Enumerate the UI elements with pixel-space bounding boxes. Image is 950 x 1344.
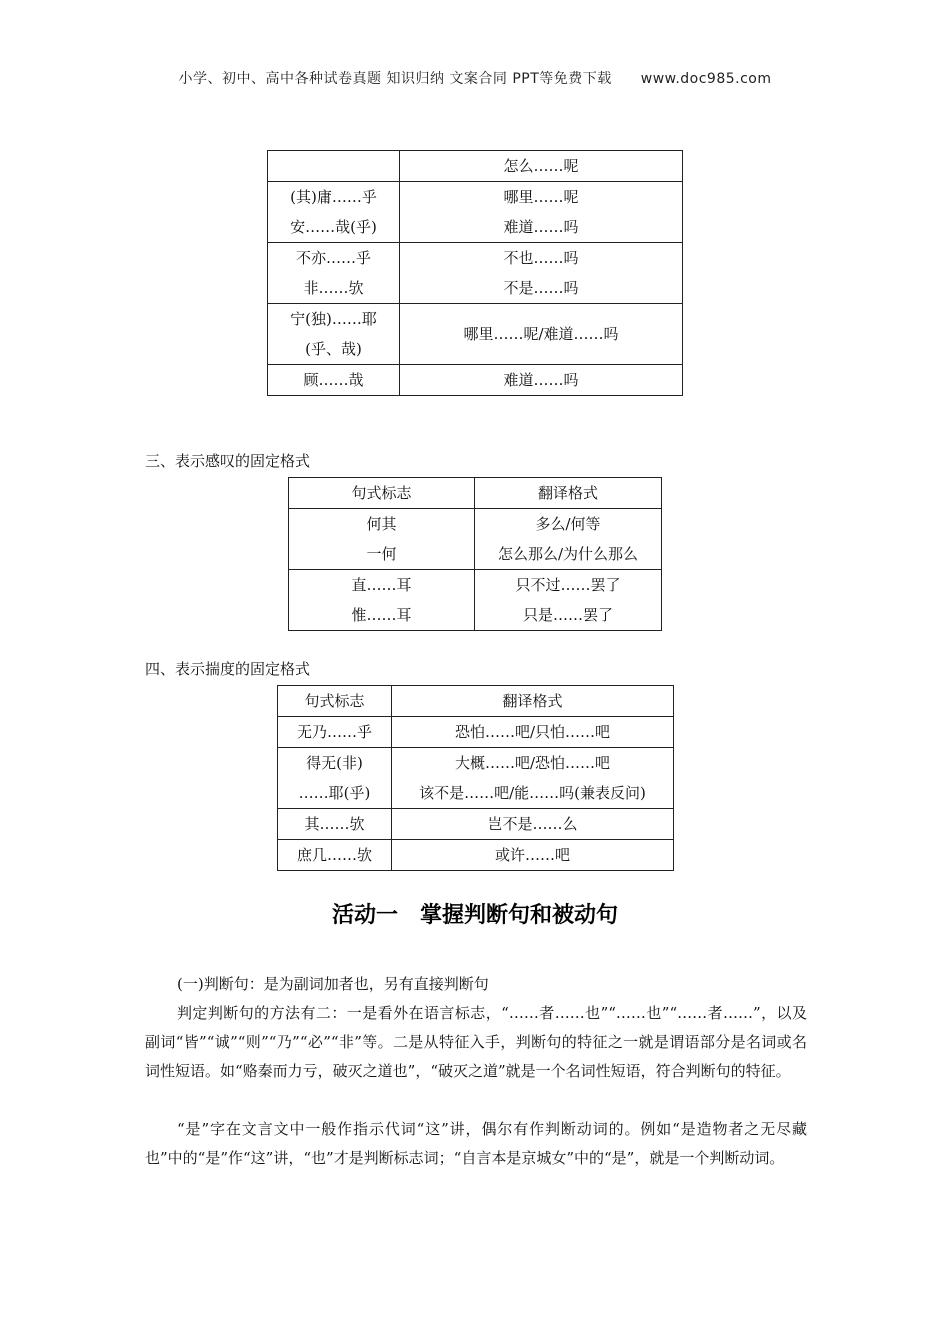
cell-line: 恐怕……吧/只怕……吧 xyxy=(454,723,611,741)
cell-line: 直……耳 xyxy=(351,576,412,594)
cell-line: 怎么那么/为什么那么 xyxy=(497,545,639,563)
cell-line: 哪里……呢/难道……吗 xyxy=(463,325,619,343)
cell-line: 或许……吧 xyxy=(494,846,570,864)
table-cell-left xyxy=(278,809,392,840)
table-cell-left xyxy=(268,365,400,396)
subheading-judgment-sentence: (一)判断句：是为副词加者也，另有直接判断句 xyxy=(177,975,489,993)
page-header xyxy=(0,68,950,88)
table-row xyxy=(278,809,674,840)
table-cell-left xyxy=(278,717,392,748)
cell-line: 其……欤 xyxy=(304,815,365,833)
header-left: 句式标志 xyxy=(289,478,475,509)
table-cell-left xyxy=(289,509,475,570)
table-cell-left xyxy=(268,151,400,182)
table-cell-right xyxy=(392,748,674,809)
cell-line: 得无(非) xyxy=(306,754,363,772)
cell-line: 哪里……呢 xyxy=(503,188,579,206)
table-header-row xyxy=(278,686,674,717)
table-cell-left xyxy=(278,748,392,809)
cell-line: 惟……耳 xyxy=(351,606,412,624)
cell-line: 怎么……呢 xyxy=(503,157,579,175)
cell-line: 该不是……吧/能……吗(兼表反问) xyxy=(419,784,646,802)
cell-line: 宁(独)……耶 xyxy=(290,310,377,328)
cell-line: (乎、哉) xyxy=(305,340,362,358)
table-row xyxy=(289,570,662,631)
table-cell-right xyxy=(392,717,674,748)
cell-line: 一何 xyxy=(366,545,397,563)
table-cell-right xyxy=(400,365,683,396)
table-cell-right xyxy=(400,151,683,182)
cell-line: 庶几……欤 xyxy=(296,846,372,864)
table-cell-right xyxy=(392,809,674,840)
section-exclamation-heading: 三、表示感叹的固定格式 xyxy=(145,452,311,470)
exclamation-format-table xyxy=(288,477,662,631)
cell-line: 难道……吗 xyxy=(503,218,579,236)
table-row xyxy=(268,243,683,304)
table-cell-right xyxy=(400,304,683,365)
table-cell-right xyxy=(400,243,683,304)
cell-line: 多么/何等 xyxy=(535,515,601,533)
table-row xyxy=(278,748,674,809)
cell-line: 顾……哉 xyxy=(303,371,364,389)
table-cell-left xyxy=(289,570,475,631)
cell-line: 岂不是……么 xyxy=(487,815,578,833)
cell-line: 大概……吧/恐怕……吧 xyxy=(454,754,611,772)
cell-line: ……耶(乎) xyxy=(298,784,371,802)
conjecture-format-table xyxy=(277,685,674,871)
cell-line: 非……欤 xyxy=(303,279,364,297)
header-right: 翻译格式 xyxy=(475,478,662,509)
cell-line: 只不过……罢了 xyxy=(515,576,621,594)
table-cell-right xyxy=(475,509,662,570)
paragraph-judgment-method: 判定判断句的方法有二：一是看外在语言标志，“……者……也”“……也”“……者……”，以及副词“皆”“诚”“则”“乃”“必”“非”等。二是从特征入手，判断句的特征之一就是谓语部分是名词或名词性短语。如“赂秦而力亏，破灭之道也”，“破灭之道”就是一个名词性短语，符合判断句的特征。 xyxy=(145,1004,807,1080)
table-cell-right xyxy=(392,840,674,871)
table-row xyxy=(278,717,674,748)
header-left: 句式标志 xyxy=(278,686,392,717)
paragraph-shi-usage: “是”字在文言文中一般作指示代词“这”讲，偶尔有作判断动词的。例如“是造物者之无尽藏也”中的“是”作“这”讲，“也”才是判断标志词；“自言本是京城女”中的“是”，就是一个判断动词。 xyxy=(145,1120,807,1167)
table-row xyxy=(268,182,683,243)
cell-line: (其)庸……乎 xyxy=(290,188,377,206)
header-text: 小学、初中、高中各种试卷真题 知识归纳 文案合同 PPT等免费下载 xyxy=(178,71,612,87)
cell-line: 不也……吗 xyxy=(503,249,579,267)
cell-line: 何其 xyxy=(366,515,397,533)
cell-line: 不亦……乎 xyxy=(295,249,371,267)
table-cell-left xyxy=(268,243,400,304)
table-cell-left xyxy=(268,182,400,243)
table-header-row xyxy=(289,478,662,509)
cell-line: 只是……罢了 xyxy=(522,606,613,624)
table-row xyxy=(268,365,683,396)
header-right: 翻译格式 xyxy=(392,686,674,717)
table-cell-left xyxy=(278,840,392,871)
table-cell-right xyxy=(475,570,662,631)
cell-line: 难道……吗 xyxy=(503,371,579,389)
section-conjecture-heading: 四、表示揣度的固定格式 xyxy=(145,660,311,678)
table-row xyxy=(268,151,683,182)
cell-line: 不是……吗 xyxy=(503,279,579,297)
header-url: www.doc985.com xyxy=(640,71,772,87)
table-row xyxy=(268,304,683,365)
table-row xyxy=(278,840,674,871)
cell-line: 无乃……乎 xyxy=(296,723,372,741)
table-cell-right xyxy=(400,182,683,243)
table-cell-left xyxy=(268,304,400,365)
activity-title: 活动一 掌握判断句和被动句 xyxy=(331,903,618,928)
table-row xyxy=(289,509,662,570)
cell-line: 安……哉(乎) xyxy=(290,218,377,236)
question-format-table xyxy=(267,150,683,396)
